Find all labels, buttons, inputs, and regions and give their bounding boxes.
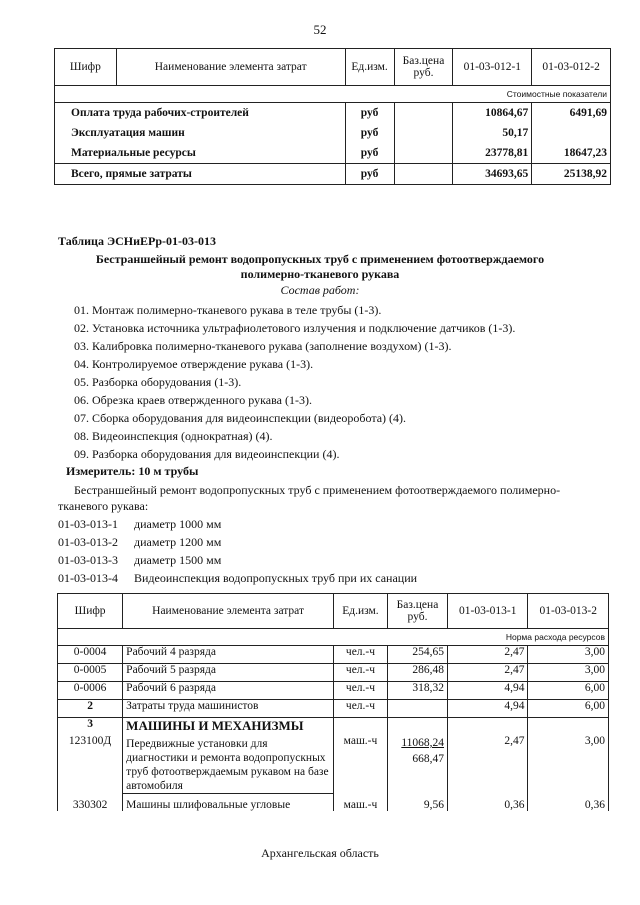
page-number: 52 [313, 22, 327, 37]
work-item: 02. Установка источника ультрафиолетового излучения и подключение датчиков (1-3). [74, 321, 516, 335]
header-col1: 01-03-013-1 [448, 594, 528, 629]
table-subheader: Норма расхода ресурсов [58, 629, 609, 646]
work-item: 07. Сборка оборудования для видеоинспекции (видеоробота) (4). [74, 411, 407, 425]
cost-table [54, 48, 611, 185]
header-price: Баз.цена руб. [387, 594, 447, 629]
header-unit: Ед.изм. [345, 49, 394, 86]
header-col2: 01-03-012-2 [532, 49, 611, 86]
base-price-secondary: 668,47 [412, 753, 445, 765]
header-name: Наименование элемента затрат [123, 594, 334, 629]
table-row: Всего, прямые затраты руб 34693,65 25138,92 [55, 164, 611, 185]
table-row: 2 Затраты труда машинистов чел.-ч 4,94 6,00 [58, 700, 609, 718]
table-label: Таблица ЭСНиЕРр-01-03-013 [58, 234, 217, 248]
work-item: 03. Калибровка полимерно-тканевого рукава (заполнение воздухом) (1-3). [74, 339, 452, 353]
description-line1: Бестраншейный ремонт водопропускных труб с применением фотоотверждаемого полимерно- [74, 483, 561, 497]
resource-table [57, 593, 609, 811]
table-header [58, 594, 609, 629]
table-row: 0-0006 Рабочий 6 разряда чел.-ч 318,32 4,94 6,00 [58, 682, 609, 700]
base-price: 11068,24 [401, 737, 445, 749]
header-col1: 01-03-012-1 [453, 49, 532, 86]
code-line: 01-03-013-2 диаметр 1200 мм [58, 535, 222, 549]
work-item: 06. Обрезка краев отвержденного рукава (1-3). [74, 393, 312, 407]
section-title-line1: Бестраншейный ремонт водопропускных труб с применением фотоотверждаемого [95, 252, 545, 266]
table-row: 0-0005 Рабочий 5 разряда чел.-ч 286,48 2,47 3,00 [58, 664, 609, 682]
code-line: 01-03-013-4 Видеоинспекция водопропускных труб при их санации [58, 571, 418, 585]
footer-region: Архангельская область [261, 846, 379, 860]
work-item: 05. Разборка оборудования (1-3). [74, 375, 242, 389]
table-subheader: Стоимостные показатели [55, 86, 611, 103]
table-header [55, 49, 611, 86]
work-item: 08. Видеоинспекция (однократная) (4). [74, 429, 273, 443]
work-item: 01. Монтаж полимерно-тканевого рукава в теле трубы (1-3). [74, 303, 382, 317]
header-price: Баз.цена руб. [394, 49, 453, 86]
header-unit: Ед.изм. [333, 594, 387, 629]
table-row: 123100Д Передвижные установки для диагностики и ремонта водопропускных труб фотоотверждаемым рукавом на базе автомобиля маш.-ч 11068,24 668,47 2,47 3,00 [58, 735, 609, 794]
meter: Измеритель: 10 м трубы [66, 464, 199, 478]
table-row: 330302 Машины шлифовальные угловые маш.-ч 9,56 0,36 0,36 [58, 794, 609, 812]
work-item: 09. Разборка оборудования для видеоинспекции (4). [74, 447, 340, 461]
header-name: Наименование элемента затрат [116, 49, 345, 86]
header-col2: 01-03-013-2 [528, 594, 609, 629]
header-code: Шифр [55, 49, 117, 86]
code-line: 01-03-013-3 диаметр 1500 мм [58, 553, 222, 567]
header-code: Шифр [58, 594, 123, 629]
work-item: 04. Контролируемое отверждение рукава (1-3). [74, 357, 314, 371]
table-row: Оплата труда рабочих-строителей руб 10864,67 6491,69 [55, 103, 611, 124]
code-line: 01-03-013-1 диаметр 1000 мм [58, 517, 222, 531]
description-line2: тканевого рукава: [58, 499, 149, 513]
section-title-line2: полимерно-тканевого рукава [240, 267, 400, 281]
table-row: Эксплуатация машин руб 50,17 [55, 123, 611, 143]
table-row: 0-0004 Рабочий 4 разряда чел.-ч 254,65 2,47 3,00 [58, 646, 609, 664]
table-row: Материальные ресурсы руб 23778,81 18647,23 [55, 143, 611, 164]
table-row: 3 МАШИНЫ И МЕХАНИЗМЫ [58, 718, 609, 736]
composition-label: Состав работ: [280, 283, 360, 297]
